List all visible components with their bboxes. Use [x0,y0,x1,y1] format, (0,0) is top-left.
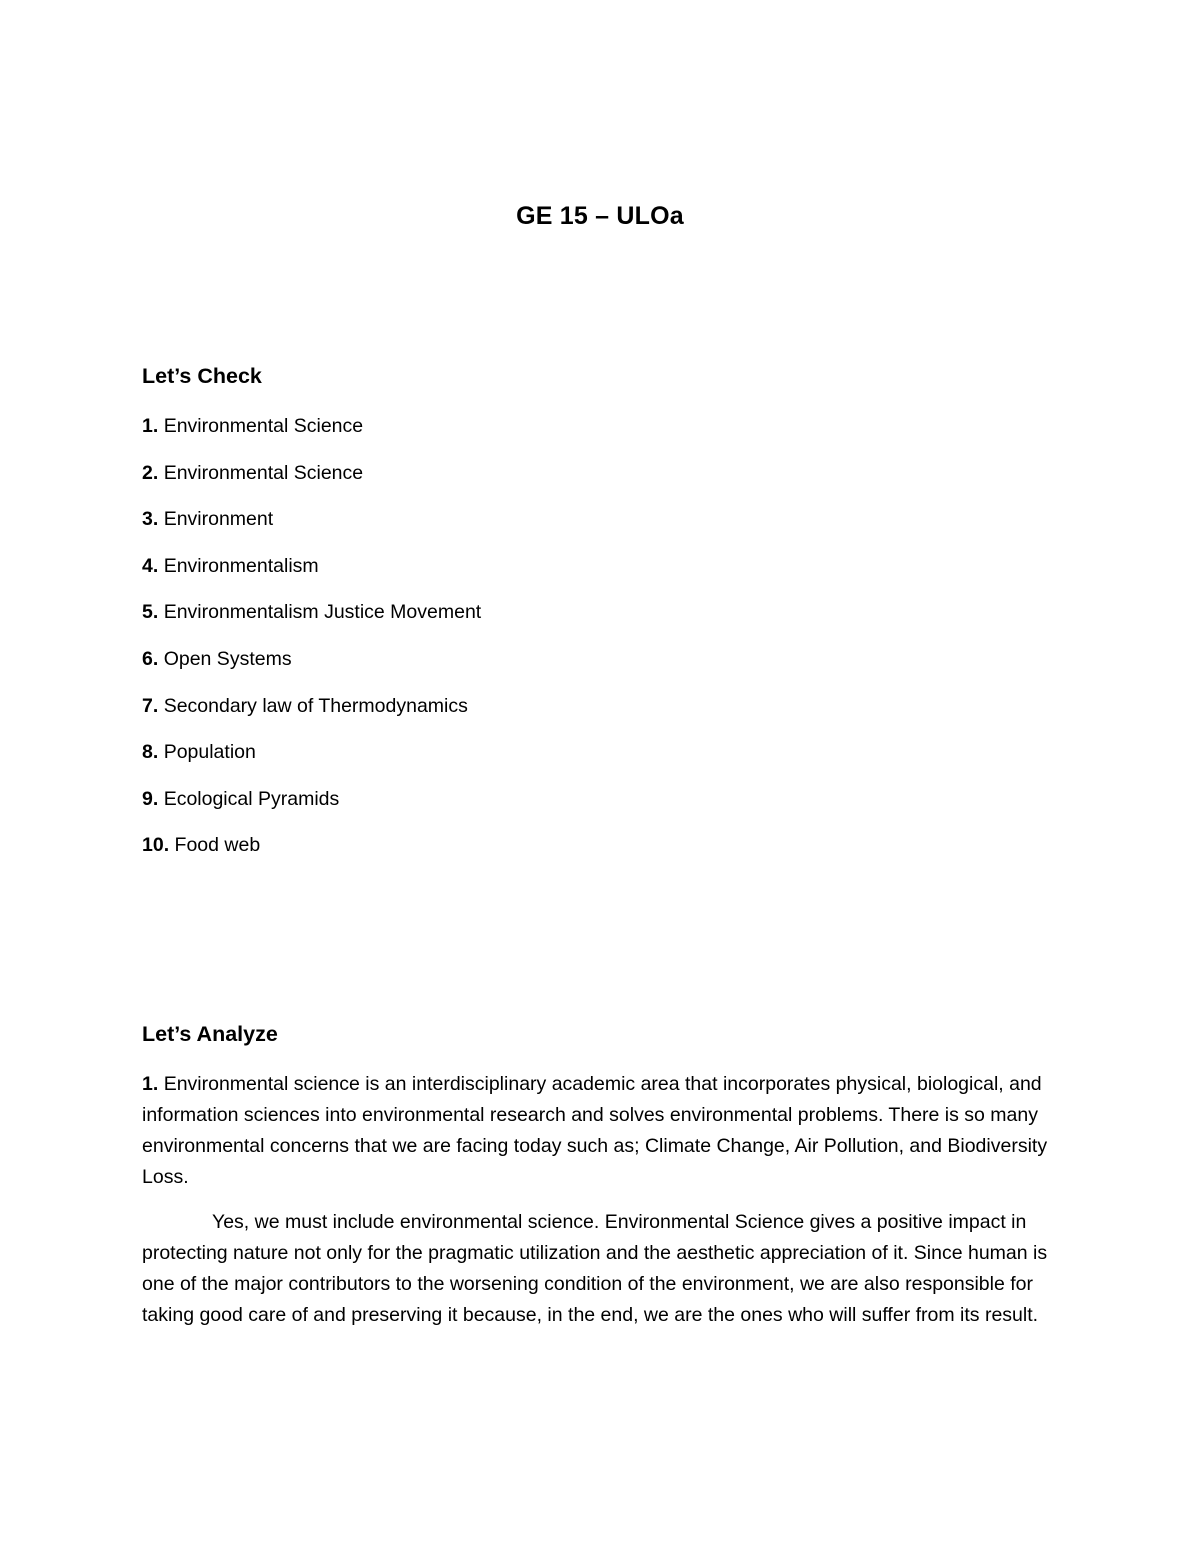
lets-check-heading: Let’s Check [142,364,262,388]
item-number: 7. [142,694,159,717]
item-text: Environmentalism [163,554,319,577]
item-number: 4. [142,554,159,577]
analyze-paragraph-2: Yes, we must include environmental science. Environmental Science gives a positive impact in protecting nature not only for the pragmatic utilization and the aesthetic appreciation of it. Since human is one of the major contributors to the worsening condition of the environment, we are also responsible for taking good care of and preserving it because, in the end, we are the ones who will suffer from its result. [142,1211,1048,1326]
item-text: Ecological Pyramids [163,787,340,810]
list-item [142,692,481,739]
list-item [142,459,481,506]
item-number: 10. [142,834,170,857]
document-title: GE 15 – ULOa [516,202,684,230]
list-item [142,645,481,692]
item-text: Open Systems [163,647,292,670]
item-text: Environmentalism Justice Movement [163,601,482,624]
item-number: 5. [142,601,159,624]
item-text: Environment [163,508,274,531]
item-text: Population [163,741,256,764]
item-number: 2. [142,461,159,484]
lets-check-list [142,412,481,878]
list-item [142,831,481,878]
lets-analyze-heading: Let’s Analyze [142,1022,278,1046]
list-item [142,412,481,459]
list-item [142,505,481,552]
item-number: 3. [142,508,159,531]
item-number: 9. [142,787,159,810]
answer-number: 1. [142,1073,159,1095]
item-text: Environmental Science [163,415,364,437]
list-item [142,785,481,832]
analyze-paragraph-1 [142,1069,1067,1193]
item-text: Food web [174,834,261,857]
paragraph-1-text: Environmental science is an interdisciplinary academic area that incorporates physical, biological, and information sciences into environmental research and solves environmental problems. There is so many environmental concerns that we are facing today such as; Climate Change, Air Pollution, and Biodiversity Loss. [142,1073,1048,1188]
item-number: 6. [142,647,159,670]
item-number: 1. [142,415,159,437]
item-number: 8. [142,741,159,764]
item-text: Environmental Science [163,461,364,484]
list-item [142,738,481,785]
list-item [142,552,481,599]
item-text: Secondary law of Thermodynamics [163,694,468,717]
list-item [142,598,481,645]
lets-analyze-body [142,1069,1067,1331]
